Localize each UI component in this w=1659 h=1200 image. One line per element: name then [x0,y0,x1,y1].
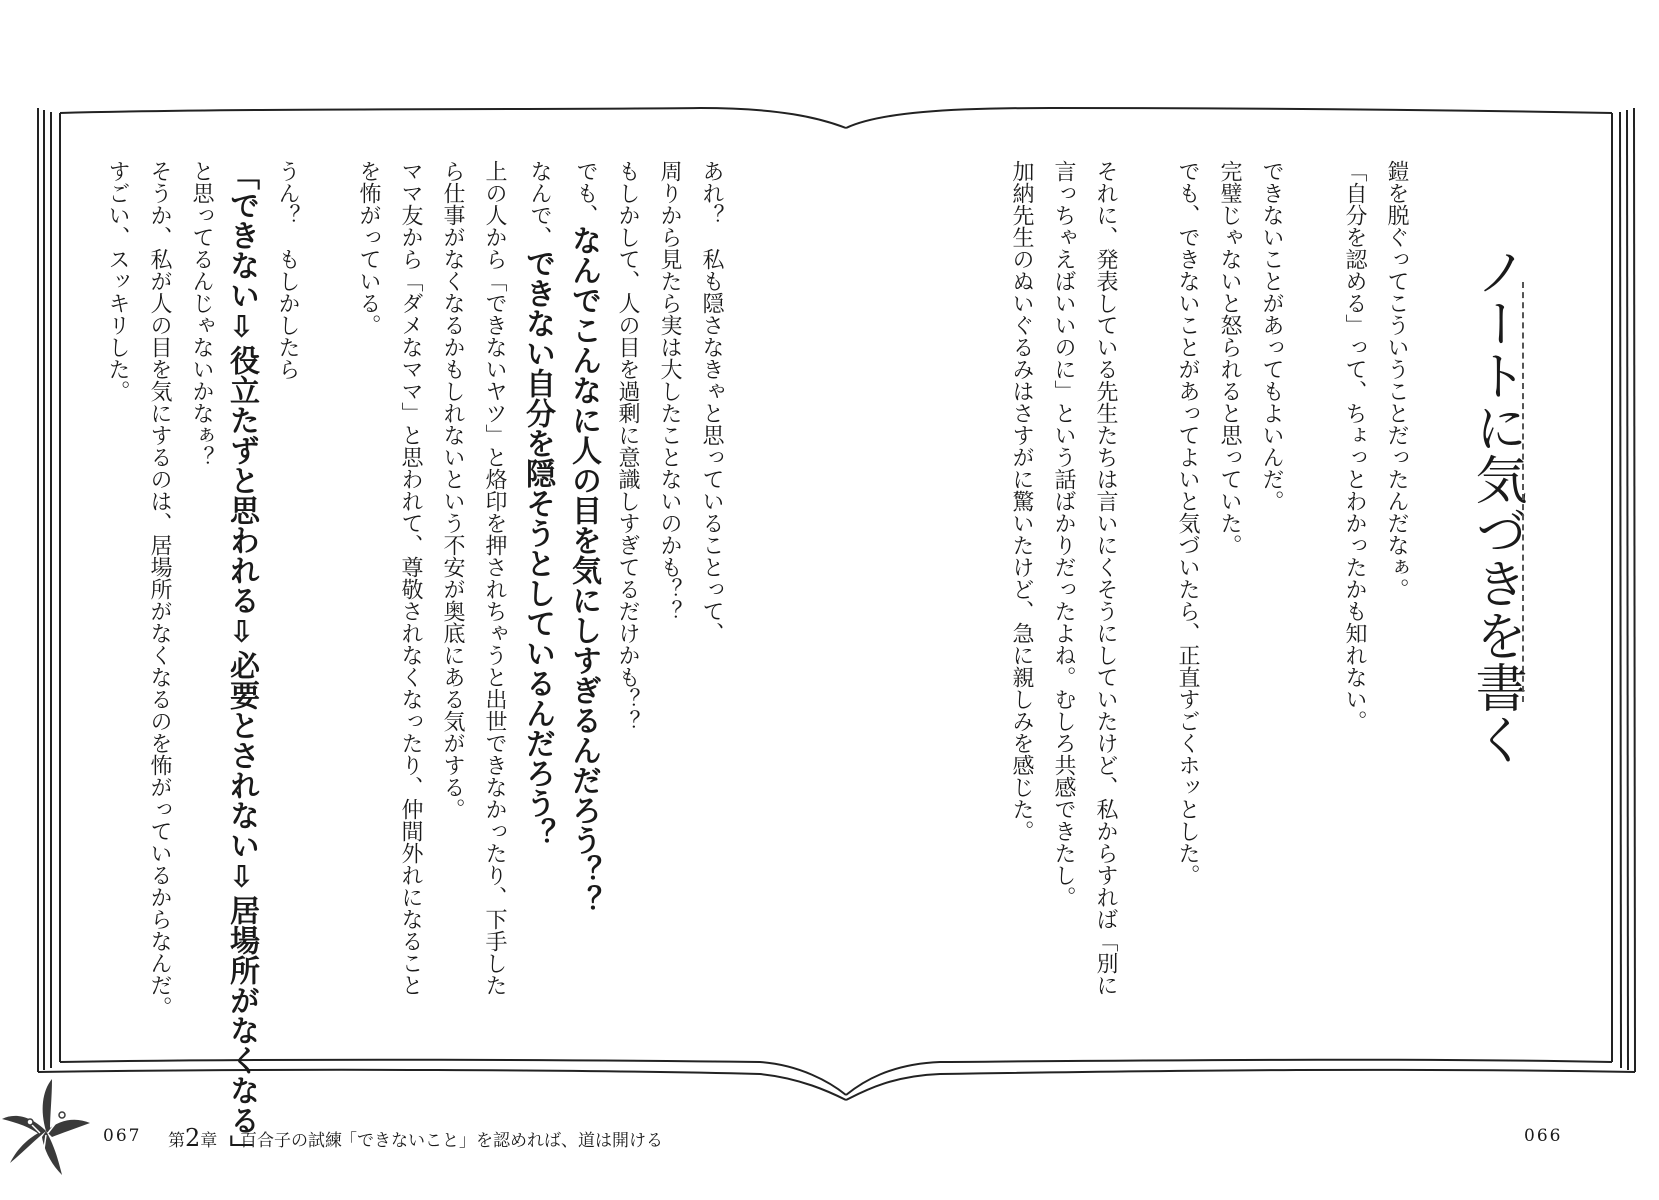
chapter-prefix: 第 [168,1131,185,1151]
left-page-line-1: あれ？ 私も隠さなきゃと思っていることって、 [699,160,724,644]
left-page-line-12: そうか、私が人の目を気にするのは、居場所がなくなるのを怖がっているからなんだ。 [147,160,172,1018]
left-page-line-5a: なんで、 [527,160,552,248]
heading-dashed-rule [1522,282,1524,702]
left-page-line-13: すごい、スッキリした。 [105,160,130,402]
chapter-number: 2 [185,1124,201,1152]
chapter-label [168,1124,217,1152]
left-page-emphasis-3: 「できない⇩役立たずと思われる⇩必要とされない⇩居場所がなくなる」 [224,160,259,1165]
left-page-line-10: うん？ もしかしたら [275,160,300,380]
left-page-line-8: ママ友から「ダメなママ」と思われて、尊敬されなくなったり、仲間外れになること [398,160,423,996]
right-page-line-5: でも、できないことがあってよいと気づいたら、正直すごくホッとした。 [1175,160,1200,886]
left-page-line-2: 周りから見たら実は大したことないのかも？？ [657,160,682,622]
page-heading: ノートに気づきを書く [1466,245,1526,765]
section-subtitle: 「できないこと」を認めれば、道は開ける [340,1131,663,1151]
chapter-suffix: 章 [200,1131,218,1151]
right-page-number: 066 [1524,1126,1563,1146]
right-page-line-8: 加納先生のぬいぐるみはさすがに驚いたけど、急に親しみを感じた。 [1009,160,1034,842]
right-page-line-4: 完璧じゃないと怒られると思っていた。 [1217,160,1242,556]
left-page-line-7: ら仕事がなくなるかもしれないという不安が奥底にある気がする。 [440,160,465,820]
left-page-number: 067 [103,1126,142,1146]
right-page-line-1: 鎧を脱ぐってこういうことだったんだなぁ。 [1384,160,1409,600]
left-page-emphasis-2: できない自分を隠そうとしているんだろう？ [520,248,555,848]
left-page-line-9: を怖がっている。 [356,160,381,336]
right-page-line-6: それに、発表している先生たちは言いにくそうにしていたけど、私からすれば「別に [1093,160,1118,996]
right-page-line-3: できないことがあってもよいんだ。 [1259,160,1284,512]
left-page-emphasis-1: なんでこんなに人の目を気にしすぎるんだろう？？ [566,225,601,915]
left-page-line-6: 上の人から「できないヤツ」と烙印を押されちゃうと出世できなかったり、下手した [482,160,507,996]
left-page-line-11: と思ってるんじゃないかなぁ？ [189,160,214,468]
right-page-line-7: 言っちゃえばいいのに」という話ばかりだったよね。むしろ共感できたし。 [1051,160,1076,908]
chapter-title: 百合子の試練 [240,1131,342,1151]
left-page-line-4a: でも、 [573,160,598,226]
lily-icon [0,1075,92,1185]
right-page-line-2: 「自分を認める」って、ちょっとわかったかも知れない。 [1342,160,1367,732]
left-page-line-3: もしかして、人の目を過剰に意識しすぎてるだけかも？？ [615,160,640,732]
